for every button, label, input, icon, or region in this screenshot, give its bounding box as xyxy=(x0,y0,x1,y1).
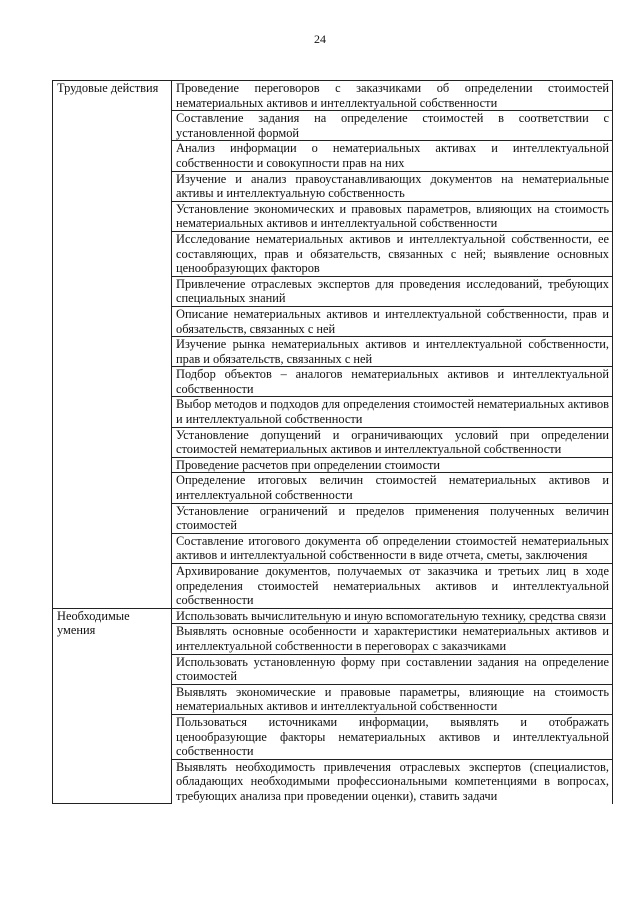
labor-action-item: Установление допущений и ограничивающих условий при определении стоимостей нематериальных активов и интеллектуальной собственности xyxy=(172,427,613,457)
competency-table xyxy=(52,80,613,804)
section-title-labor-actions: Трудовые действия xyxy=(53,81,172,609)
required-skill-item: Выявлять экономические и правовые параметры, влияющие на стоимость нематериальных активов и интеллектуальной собственности xyxy=(172,684,613,714)
competency-table-body xyxy=(53,81,613,804)
labor-action-item: Анализ информации о нематериальных активах и интеллектуальной собственности и совокупности прав на них xyxy=(172,141,613,171)
labor-action-item: Составление итогового документа об определении стоимостей нематериальных активов и интеллектуальной собственности в виде отчета, сметы, заключения xyxy=(172,533,613,563)
section-title-required-skills: Необходимые умения xyxy=(53,608,172,803)
required-skill-item: Использовать вычислительную и иную вспомогательную технику, средства связи xyxy=(172,608,613,624)
required-skill-item: Использовать установленную форму при составлении задания на определение стоимостей xyxy=(172,654,613,684)
labor-action-item: Составление задания на определение стоимостей в соответствии с установленной формой xyxy=(172,111,613,141)
required-skill-item: Выявлять основные особенности и характеристики нематериальных активов и интеллектуальной собственности в переговорах с заказчиками xyxy=(172,624,613,654)
labor-action-item: Архивирование документов, получаемых от заказчика и третьих лиц в ходе определения стоимостей нематериальных активов и интеллектуальной собственности xyxy=(172,564,613,609)
labor-action-item: Изучение рынка нематериальных активов и интеллектуальной собственности, прав и обязательств, связанных с ней xyxy=(172,337,613,367)
labor-action-item: Описание нематериальных активов и интеллектуальной собственности, прав и обязательств, связанных с ней xyxy=(172,306,613,336)
labor-action-item: Привлечение отраслевых экспертов для проведения исследований, требующих специальных знаний xyxy=(172,276,613,306)
labor-action-item: Изучение и анализ правоустанавливающих документов на нематериальные активы и интеллектуальную собственность xyxy=(172,171,613,201)
labor-action-item: Установление экономических и правовых параметров, влияющих на стоимость нематериальных активов и интеллектуальной собственности xyxy=(172,201,613,231)
required-skill-item: Пользоваться источниками информации, выявлять и отображать ценообразующие факторы нематериальных активов и интеллектуальной собственности xyxy=(172,714,613,759)
table-row xyxy=(53,608,613,624)
page-number: 24 xyxy=(314,32,326,46)
labor-action-item: Исследование нематериальных активов и интеллектуальной собственности, ее составляющих, прав и обязательств, связанных с ней; выявление основных ценообразующих факторов xyxy=(172,231,613,276)
labor-action-item: Проведение расчетов при определении стоимости xyxy=(172,457,613,473)
required-skill-item: Выявлять необходимость привлечения отраслевых экспертов (специалистов, обладающих необходимыми профессиональными компетенциями в вопросах, требующих анализа при проведении оценки), ставить задачи xyxy=(172,759,613,803)
labor-action-item: Выбор методов и подходов для определения стоимостей нематериальных активов и интеллектуальной собственности xyxy=(172,397,613,427)
labor-action-item: Установление ограничений и пределов применения полученных величин стоимостей xyxy=(172,503,613,533)
table-row xyxy=(53,81,613,111)
labor-action-item: Определение итоговых величин стоимостей нематериальных активов и интеллектуальной собственности xyxy=(172,473,613,503)
labor-action-item: Подбор объектов – аналогов нематериальных активов и интеллектуальной собственности xyxy=(172,367,613,397)
labor-action-item: Проведение переговоров с заказчиками об определении стоимостей нематериальных активов и интеллектуальной собственности xyxy=(172,81,613,111)
